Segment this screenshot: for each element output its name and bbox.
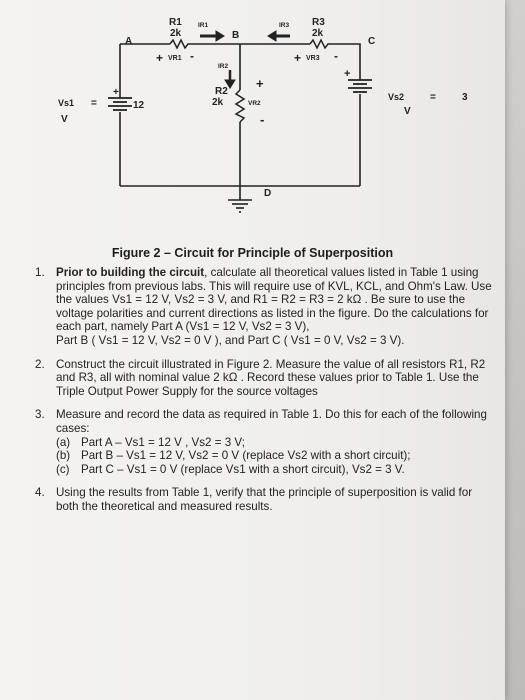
item-text: Using the results from Table 1, verify that the principle of superposition is valid for both the theoretical and measured results. [56, 486, 473, 513]
vs1-equals: = [91, 98, 97, 109]
item-lead: Prior to building the circuit [56, 266, 205, 279]
r2-value: 2k [212, 97, 224, 108]
sub-item-tag: (c) [56, 462, 70, 476]
sub-item-tag: (a) [56, 435, 71, 449]
item-number: 2. [35, 357, 45, 371]
r1-name: R1 [169, 17, 182, 28]
vr3-label: VR3 [306, 55, 320, 62]
current-arrow-ir3 [268, 31, 290, 41]
r2-minus: - [260, 112, 265, 127]
vr1-label: VR1 [168, 55, 182, 62]
vr1-minus: - [190, 49, 194, 63]
sub-item-tag: (b) [56, 449, 71, 463]
item-number: 3. [35, 408, 45, 422]
resistor-r2 [236, 90, 244, 122]
vs2-label: Vs2 [388, 92, 405, 102]
vr3-plus: + [294, 51, 302, 65]
sub-item-text: Part A – Vs1 = 12 V , Vs2 = 3 V; [81, 435, 245, 449]
r2-name: R2 [215, 86, 228, 97]
ir3-label: IR3 [279, 22, 290, 29]
figure-caption: Figure 2 – Circuit for Principle of Superposition [111, 246, 394, 260]
item-text-continued: Part B ( Vs1 = 12 V, Vs2 = 0 V ), and Part C ( Vs1 = 0 V, Vs2 = 3 V). [56, 333, 405, 347]
vr2-label: VR2 [248, 100, 261, 107]
node-d-label: D [264, 188, 272, 199]
resistor-r1 [170, 40, 190, 48]
battery-vs2 [348, 80, 372, 92]
item-number: 1. [35, 266, 45, 279]
ground-symbol [228, 200, 252, 212]
ir2-label: IR2 [218, 63, 229, 70]
r3-name: R3 [312, 17, 325, 28]
list-item [35, 486, 495, 513]
vs1-plus: + [113, 87, 119, 98]
list-item [35, 358, 495, 399]
sub-item-text: Part B – Vs1 = 12 V, Vs2 = 0 V (replace Vs2 with a short circuit); [81, 449, 411, 463]
vr3-minus: - [334, 49, 338, 63]
item-text: Construct the circuit illustrated in Figure 2. Measure the value of all resistors R1, R2 and R3, all with nominal value 2 kΩ . Record these values prior to Table 1. Use the Triple Output Power Supply for the source voltages [56, 357, 486, 398]
vr1-plus: + [156, 51, 164, 65]
sub-item [56, 463, 495, 477]
sub-item [56, 436, 495, 450]
list-item [35, 408, 495, 476]
ir1-label: IR1 [198, 22, 209, 29]
current-arrow-ir1 [200, 31, 224, 41]
vs1-unit: V [61, 114, 68, 125]
node-c-label: C [368, 36, 376, 47]
vs2-plus: + [344, 68, 351, 80]
item-text [56, 266, 495, 334]
node-b-label: B [232, 30, 240, 41]
sub-item-text: Part C – Vs1 = 0 V (replace Vs1 with a short circuit), Vs2 = 3 V. [81, 462, 405, 476]
battery-vs1 [108, 98, 132, 110]
sub-item [56, 449, 495, 463]
r3-value: 2k [312, 28, 324, 39]
item-text: Measure and record the data as required in Table 1. Do this for each of the following cases: [56, 408, 487, 435]
list-item [35, 266, 495, 348]
vs2-equals: = [430, 92, 436, 103]
r1-value: 2k [170, 28, 182, 39]
vs2-value: 3 [462, 92, 468, 103]
r2-plus: + [256, 76, 264, 91]
item-body: , calculate all theoretical values listed in Table 1 using principles from previous labs. This will require use of KVL, KCL, and Ohm's Law. Use the values Vs1 = 12 V, Vs2 = 3 V, and R1 = R2 = R3 = 2 kΩ . Be sure to use the voltage polarities and current directions as listed in the figure. Do the calculations for each part, namely Part A (Vs1 = 12 V, Vs2 = 3 V), [56, 266, 492, 334]
item-number: 4. [35, 486, 45, 500]
vs1-value: 12 [133, 100, 145, 111]
node-a-label: A [125, 36, 133, 47]
resistor-r3 [310, 40, 330, 48]
vs1-label: Vs1 [58, 98, 75, 108]
vs2-unit: V [404, 106, 411, 117]
instruction-list [35, 258, 495, 514]
circuit-diagram [0, 0, 505, 230]
